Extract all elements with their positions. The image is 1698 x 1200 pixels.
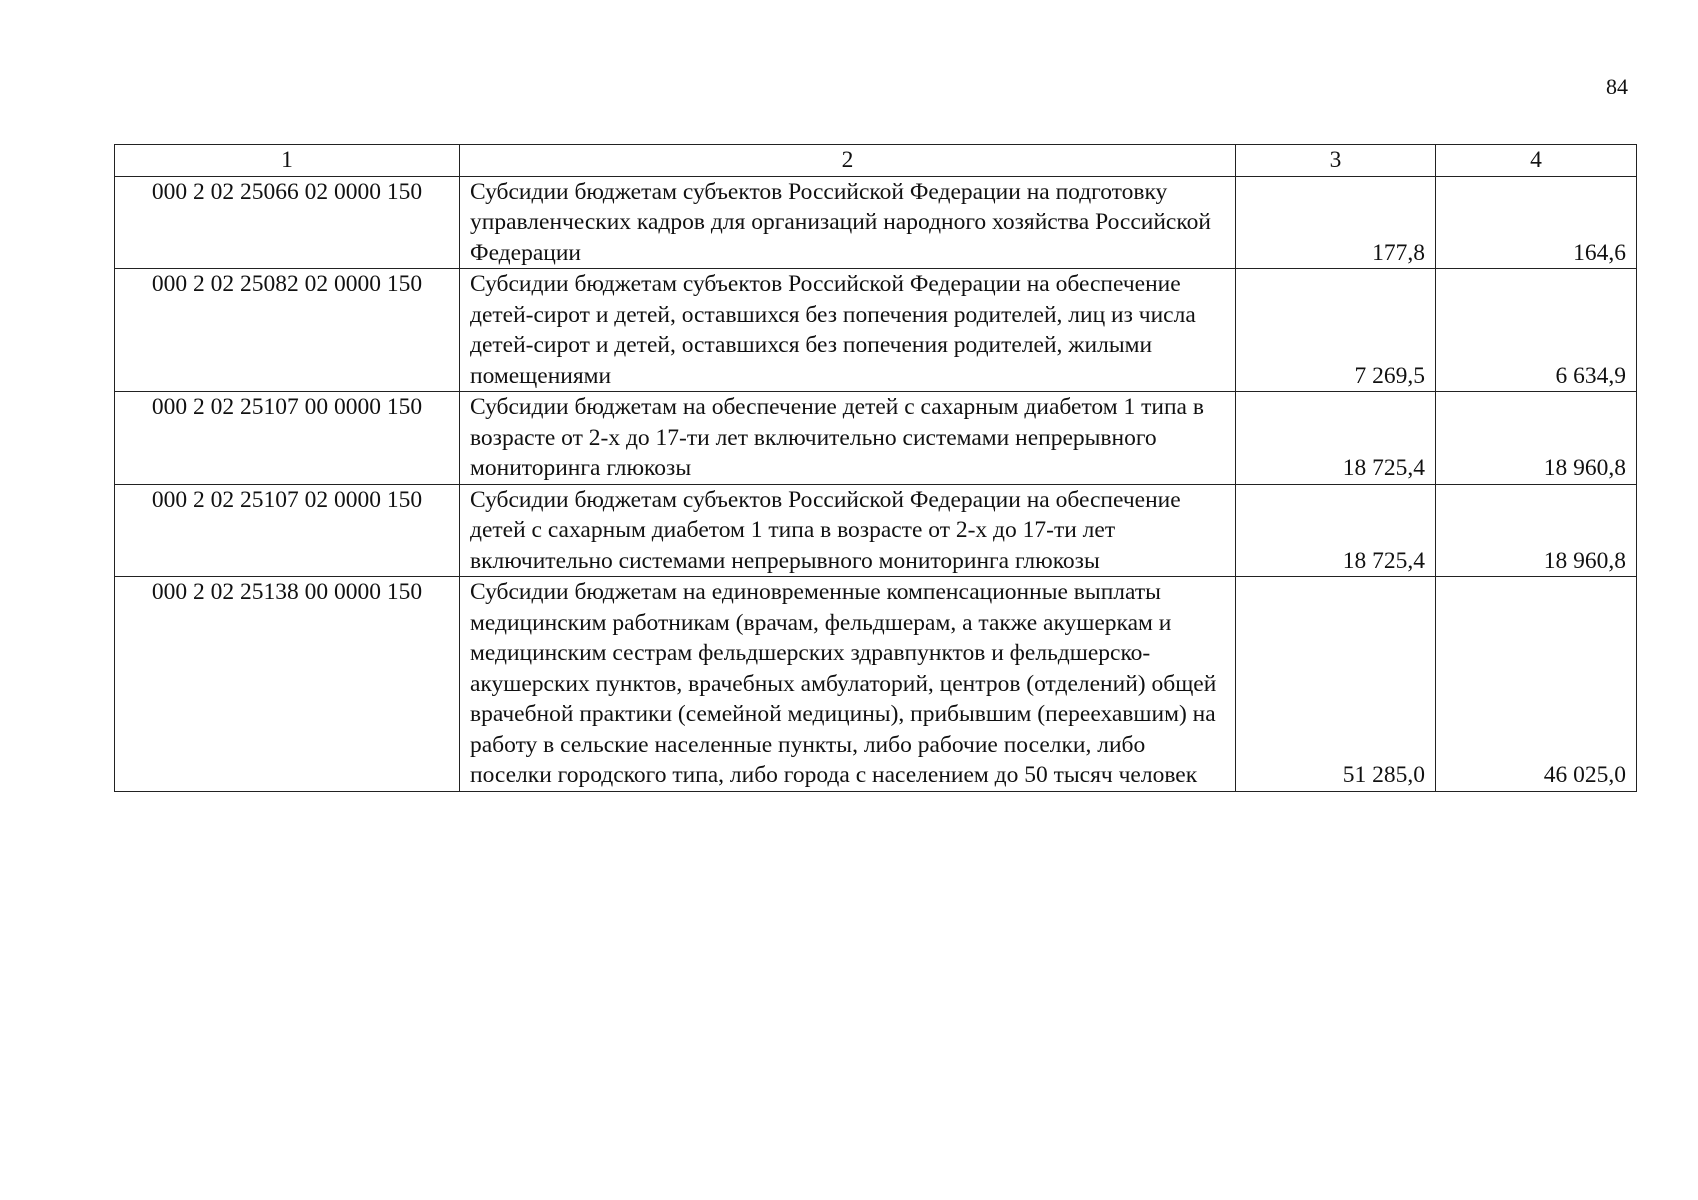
table-row xyxy=(115,176,1637,269)
value-col4-cell: 164,6 xyxy=(1436,176,1637,269)
table-header-row xyxy=(115,145,1637,177)
value-col3-cell: 51 285,0 xyxy=(1236,577,1436,792)
budget-code-cell: 000 2 02 25107 00 0000 150 xyxy=(115,392,460,485)
column-header-4: 4 xyxy=(1436,145,1637,177)
budget-table xyxy=(114,144,1637,792)
value-col4-cell: 18 960,8 xyxy=(1436,484,1637,577)
description-cell: Субсидии бюджетам субъектов Российской Федерации на обеспечение детей с сахарным диабетом 1 типа в возрасте от 2-х до 17-ти лет включительно системами непрерывного мониторинга глюкозы xyxy=(460,484,1236,577)
table-row xyxy=(115,484,1637,577)
page-number: 84 xyxy=(1606,74,1628,99)
budget-code-cell: 000 2 02 25082 02 0000 150 xyxy=(115,269,460,392)
table-row xyxy=(115,269,1637,392)
description-cell: Субсидии бюджетам на единовременные компенсационные выплаты медицинским работникам (врачам, фельдшерам, а также акушеркам и медицинским сестрам фельдшерских здравпунктов и фельдшерско-акушерских пунктов, врачебных амбулаторий, центров (отделений) общей врачебной практики (семейной медицины), прибывшим (переехавшим) на работу в сельские населенные пункты, либо рабочие поселки, либо поселки городского типа, либо города с населением до 50 тысяч человек xyxy=(460,577,1236,792)
table-row xyxy=(115,392,1637,485)
column-header-1: 1 xyxy=(115,145,460,177)
budget-code-cell: 000 2 02 25107 02 0000 150 xyxy=(115,484,460,577)
description-cell: Субсидии бюджетам субъектов Российской Федерации на подготовку управленческих кадров для организаций народного хозяйства Российской Федерации xyxy=(460,176,1236,269)
value-col4-cell: 46 025,0 xyxy=(1436,577,1637,792)
column-header-2: 2 xyxy=(460,145,1236,177)
column-header-3: 3 xyxy=(1236,145,1436,177)
value-col3-cell: 18 725,4 xyxy=(1236,484,1436,577)
value-col4-cell: 6 634,9 xyxy=(1436,269,1637,392)
value-col3-cell: 7 269,5 xyxy=(1236,269,1436,392)
budget-code-cell: 000 2 02 25066 02 0000 150 xyxy=(115,176,460,269)
value-col4-cell: 18 960,8 xyxy=(1436,392,1637,485)
value-col3-cell: 177,8 xyxy=(1236,176,1436,269)
table-row xyxy=(115,577,1637,792)
description-cell: Субсидии бюджетам субъектов Российской Федерации на обеспечение детей-сирот и детей, оставшихся без попечения родителей, лиц из числа детей-сирот и детей, оставшихся без попечения родителей, жилыми помещениями xyxy=(460,269,1236,392)
value-col3-cell: 18 725,4 xyxy=(1236,392,1436,485)
description-cell: Субсидии бюджетам на обеспечение детей с сахарным диабетом 1 типа в возрасте от 2-х до 17-ти лет включительно системами непрерывного мониторинга глюкозы xyxy=(460,392,1236,485)
budget-code-cell: 000 2 02 25138 00 0000 150 xyxy=(115,577,460,792)
